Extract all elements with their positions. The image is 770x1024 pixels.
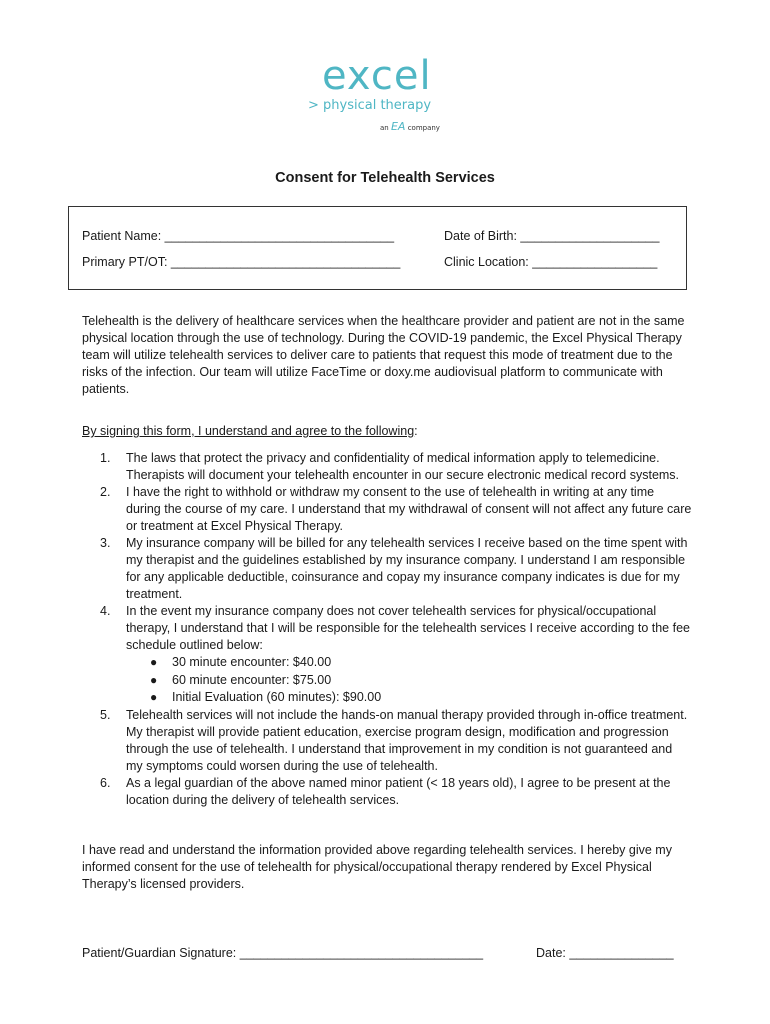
list-item-text: The laws that protect the privacy and confidentiality of medical information apply to telemedicine. Therapists will document your telehealth encounter in our secure electronic medical record systems. [126, 451, 680, 482]
fee-item [126, 672, 692, 690]
agreement-heading-text: By signing this form, I understand and agree to the following [82, 424, 415, 438]
patient-name-field[interactable]: Patient Name: _________________________________ [82, 229, 395, 243]
bullet-dot-icon: ● [150, 672, 158, 687]
document-title: Consent for Telehealth Services [275, 170, 495, 186]
list-item [82, 450, 692, 484]
agreement-list [82, 450, 692, 809]
excel-logo [300, 52, 472, 144]
logo-tag-suffix: company [407, 124, 440, 132]
list-item-text: I have the right to withhold or withdraw my consent to the use of telehealth in writing at any time during the course of my care. I understand that my withdrawal of consent will not affect any future care or treatment at Excel Physical Therapy. [126, 485, 692, 533]
list-item-number: 2. [100, 485, 111, 499]
closing-paragraph: I have read and understand the information provided above regarding telehealth services. I hereby give my informed consent for the use of telehealth for physical/occupational therapy rendered by Excel Physical Therapy’s licensed providers. [82, 843, 672, 891]
bullet-dot-icon: ● [150, 655, 158, 669]
intro-paragraph: Telehealth is the delivery of healthcare services when the healthcare provider and patient are not in the same physical location through the use of technology. During the COVID-19 pandemic, the Excel Physical Therapy team will utilize telehealth services to deliver care to patients that request this mode of treatment due to the risks of the infection. Our team will utilize FaceTime or doxy.me audiovisual platform to communicate with patients. [82, 314, 685, 396]
patient-info-box [68, 206, 687, 290]
list-item-number: 5. [100, 707, 111, 722]
primary-ptot-field[interactable]: Primary PT/OT: _________________________________ [82, 255, 401, 269]
clinic-location-field[interactable]: Clinic Location: __________________ [444, 255, 658, 269]
list-item [82, 775, 692, 809]
logo-tagline [380, 120, 440, 133]
agreement-heading-colon: : [414, 424, 418, 438]
list-item-number: 4. [100, 604, 111, 618]
fee-schedule-list [126, 654, 692, 707]
fee-item-text: Initial Evaluation (60 minutes): $90.00 [172, 690, 382, 704]
list-item [82, 603, 692, 707]
ea-mark-icon: EA [390, 120, 406, 133]
fee-item-text: 30 minute encounter: $40.00 [172, 655, 332, 669]
list-item-number: 3. [100, 536, 111, 550]
logo-tag-prefix: an [380, 124, 389, 132]
logo-subtitle: > physical therapy [308, 98, 432, 113]
list-item [82, 707, 692, 775]
signature-field[interactable]: Patient/Guardian Signature: ___________________________________ [82, 946, 484, 960]
fee-item [126, 689, 692, 707]
agreement-heading [82, 424, 418, 438]
bullet-dot-icon: ● [150, 690, 158, 704]
fee-item [126, 654, 692, 672]
fee-item-text: 60 minute encounter: $75.00 [172, 672, 332, 687]
signature-date-field[interactable]: Date: _______________ [536, 946, 674, 960]
list-item [82, 535, 692, 603]
logo-wordmark: excel [322, 53, 432, 99]
list-item-text: Telehealth services will not include the hands-on manual therapy provided through in-office treatment. My therapist will provide patient education, exercise program design, modification and progression through the use of telehealth. I understand that improvement in my condition is not guaranteed and my symptoms could worsen during the use of telehealth. [126, 707, 688, 773]
list-item-number: 1. [100, 451, 111, 465]
date-of-birth-field[interactable]: Date of Birth: ____________________ [444, 229, 660, 243]
list-item-text: In the event my insurance company does not cover telehealth services for physical/occupational therapy, I understand that I will be responsible for the telehealth services I receive according to the fee schedule outlined below: [126, 604, 690, 652]
list-item-number: 6. [100, 775, 111, 790]
list-item [82, 484, 692, 535]
list-item-text: My insurance company will be billed for any telehealth services I receive based on the time spent with my therapist and the guidelines established by my insurance company. I understand I am responsible for any applicable deductible, coinsurance and copay my insurance company indicates is due for my treatment. [126, 536, 688, 601]
list-item-text: As a legal guardian of the above named minor patient (< 18 years old), I agree to be present at the location during the delivery of telehealth services. [126, 775, 671, 807]
